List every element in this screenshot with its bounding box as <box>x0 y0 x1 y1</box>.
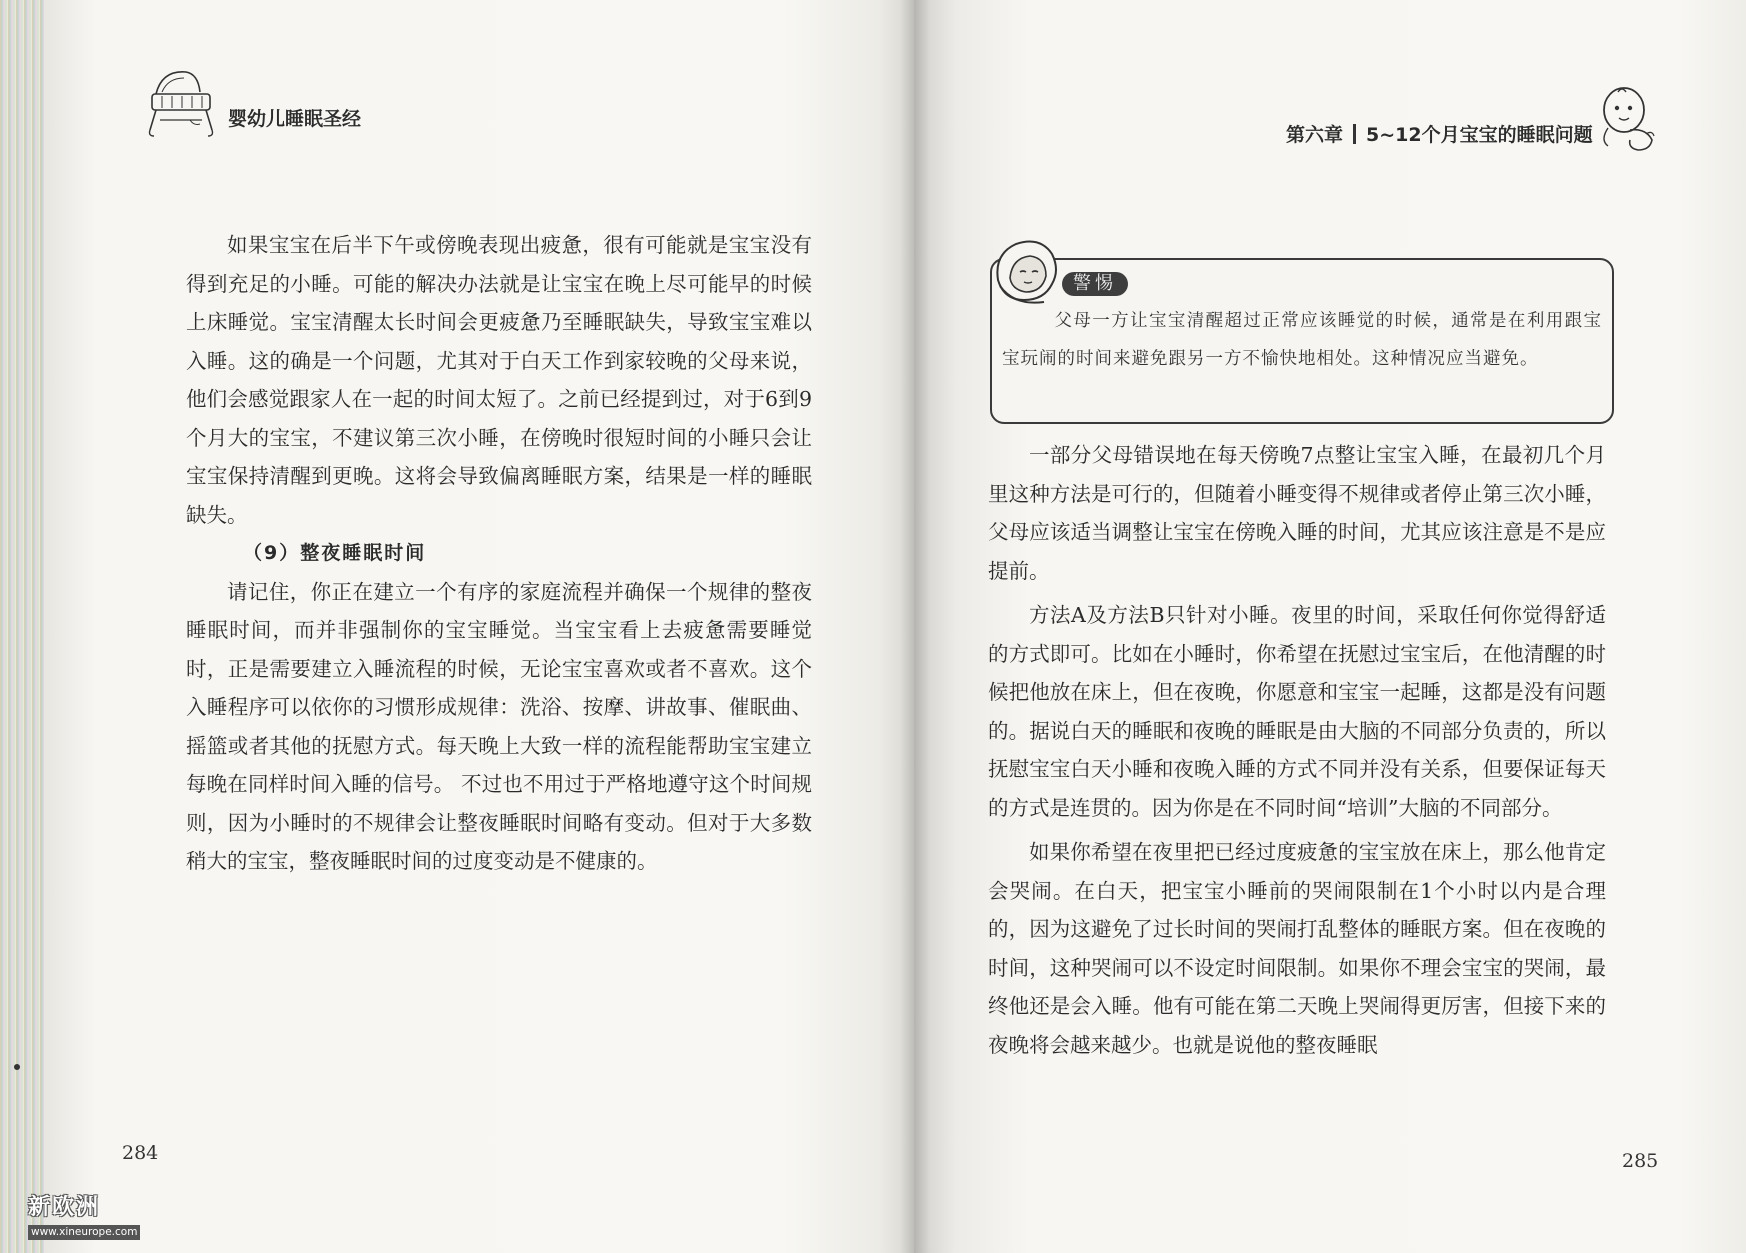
section-subheading: （9）整夜睡眠时间 <box>243 542 427 564</box>
chapter-title: 5~12个月宝宝的睡眠问题 <box>1366 124 1593 146</box>
paragraph: 一部分父母错误地在每天傍晚7点整让宝宝入睡，在最初几个月里这种方法是可行的，但随着小睡变得不规律或者停止第三次小睡，父母应该适当调整让宝宝在傍晚入睡的时间，尤其应该注意是不是应提前。 <box>988 443 1606 583</box>
right-body-text <box>988 436 1606 1064</box>
warning-text <box>1002 302 1602 378</box>
baby-icon <box>1594 84 1664 156</box>
left-body-text <box>186 226 812 881</box>
page-number-right: 285 <box>1622 1150 1659 1172</box>
paragraph: 请记住，你正在建立一个有序的家庭流程并确保一个规律的整夜睡眠时间，而并非强制你的宝宝睡觉。当宝宝看上去疲惫需要睡觉时，正是需要建立入睡流程的时候，无论宝宝喜欢或者不喜欢。这个入睡程序可以依你的习惯形成规律：洗浴、按摩、讲故事、催眠曲、摇篮或者其他的抚慰方式。每天晚上大致一样的流程能帮助宝宝建立每晚在同样时间入睡的信号。 不过也不用过于严格地遵守这个时间规则，因为小睡时的不规律会让整夜睡眠时间略有变动。但对于大多数稍大的宝宝，整夜睡眠时间的过度变动是不健康的。 <box>186 579 812 873</box>
site-watermark <box>28 1196 144 1240</box>
watermark-name: 新欧洲 <box>28 1195 101 1220</box>
watermark-url: www.xineurope.com <box>28 1225 140 1240</box>
header-separator <box>1353 124 1356 144</box>
warning-label: 警惕 <box>1062 272 1128 296</box>
chapter-header <box>1286 120 1593 147</box>
paragraph: 如果你希望在夜里把已经过度疲惫的宝宝放在床上，那么他肯定会哭闹。在白天，把宝宝小睡前的哭闹限制在1个小时以内是合理的，因为这避免了过长时间的哭闹打乱整体的睡眠方案。但在夜晚的时间，这种哭闹可以不设定时间限制。如果你不理会宝宝的哭闹，最终他还是会入睡。他有可能在第二天晚上哭闹得更厉害，但接下来的夜晚将会越来越少。也就是说他的整夜睡眠 <box>988 840 1606 1057</box>
warning-paragraph: 父母一方让宝宝清醒超过正常应该睡觉的时候，通常是在利用跟宝宝玩闹的时间来避免跟另一方不愉快地相处。这种情况应当避免。 <box>1002 311 1602 369</box>
ink-dot <box>14 1064 20 1070</box>
page-number-left: 284 <box>122 1142 159 1164</box>
crib-icon <box>142 64 220 144</box>
book-title: 婴幼儿睡眠圣经 <box>228 108 362 130</box>
chapter-number: 第六章 <box>1286 124 1344 146</box>
paragraph: 如果宝宝在后半下午或傍晚表现出疲惫，很有可能就是宝宝没有得到充足的小睡。可能的解决办法就是让宝宝在晚上尽可能早的时候上床睡觉。宝宝清醒太长时间会更疲惫乃至睡眠缺失，导致宝宝难以入睡。这的确是一个问题，尤其对于白天工作到家较晚的父母来说，他们会感觉跟家人在一起的时间太短了。之前已经提到过，对于6到9个月大的宝宝，不建议第三次小睡，在傍晚时很短时间的小睡只会让宝宝保持清醒到更晚。这将会导致偏离睡眠方案，结果是一样的睡眠缺失。 <box>186 233 812 527</box>
paragraph: 方法A及方法B只针对小睡。夜里的时间，采取任何你觉得舒适的方式即可。比如在小睡时，你希望在抚慰过宝宝后，在他清醒的时候把他放在床上，但在夜晚，你愿意和宝宝一起睡，这都是没有问题的。据说白天的睡眠和夜晚的睡眠是由大脑的不同部分负责的，所以抚慰宝宝白天小睡和夜晚入睡的方式不同并没有关系，但要保证每天的方式是连贯的。因为你是在不同时间“培训”大脑的不同部分。 <box>988 603 1606 820</box>
book-gutter <box>900 0 930 1253</box>
